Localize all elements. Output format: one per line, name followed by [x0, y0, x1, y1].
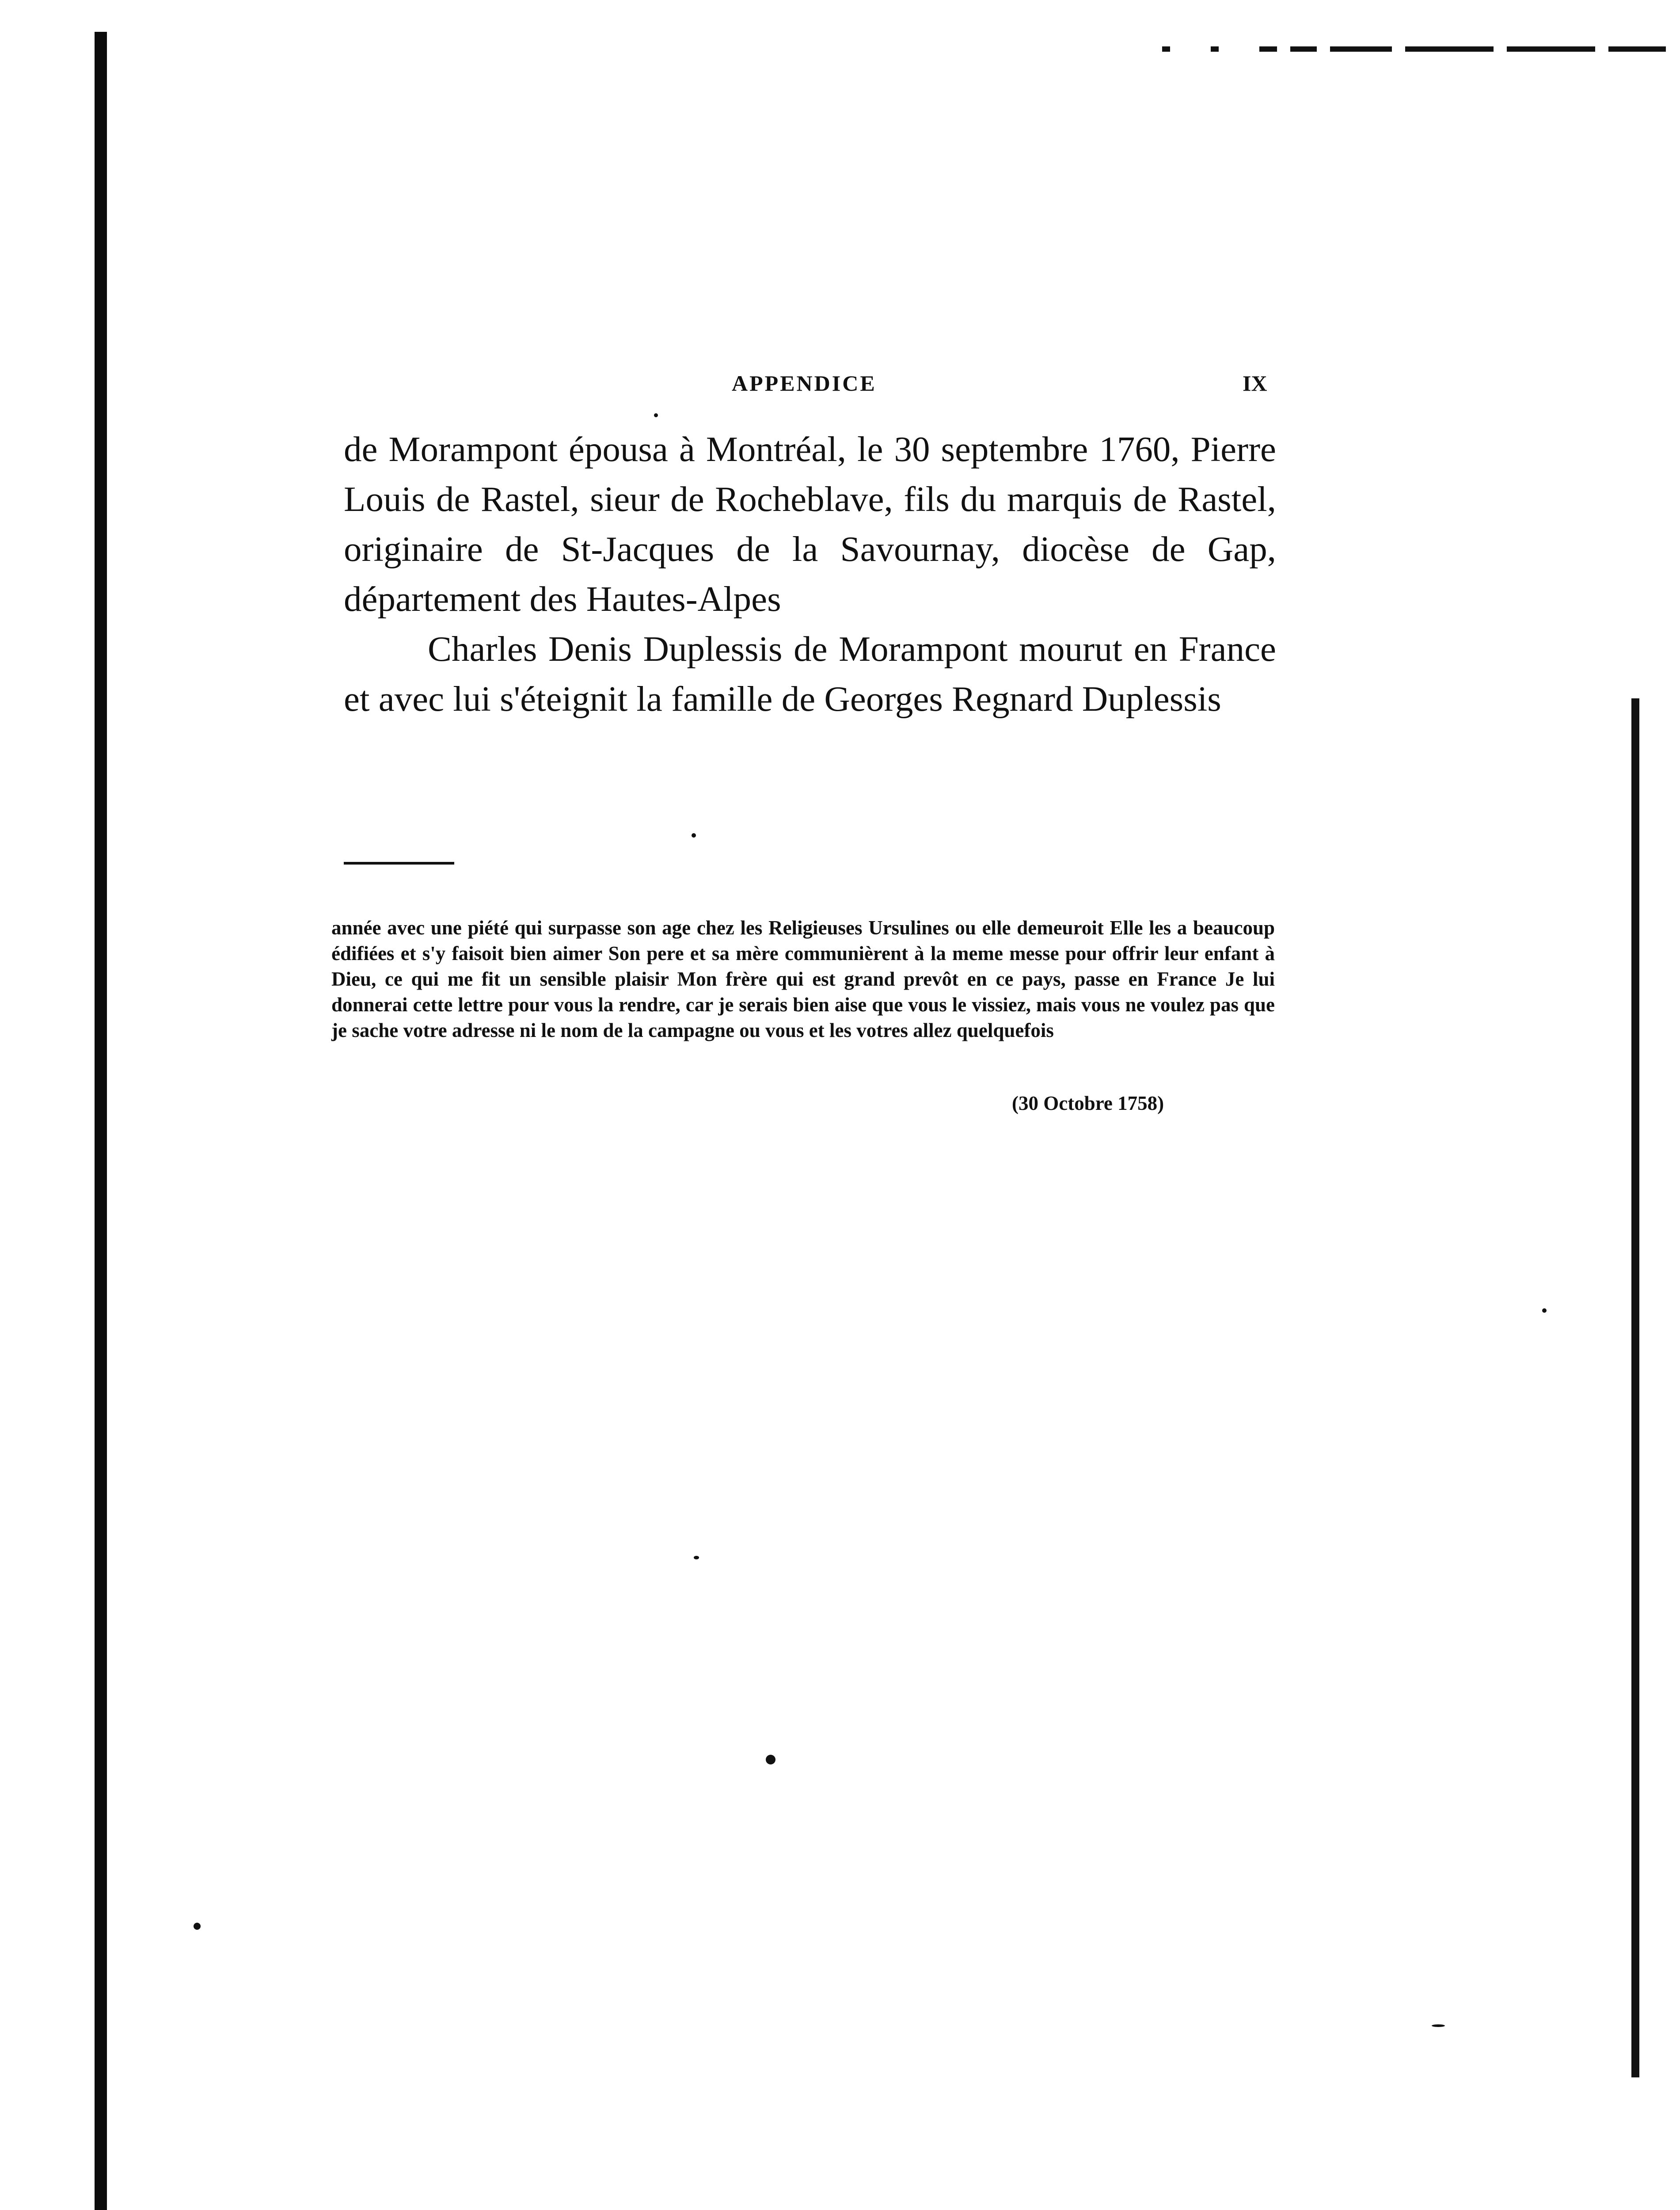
scan-speck: [692, 833, 696, 838]
scan-edge-mark: [1507, 46, 1595, 52]
scan-edge-mark: [1405, 46, 1494, 52]
scan-speck: [766, 1755, 775, 1764]
footnote-separator: [344, 862, 454, 865]
footnote-date: (30 Octobre 1758): [1012, 1092, 1164, 1114]
scan-speck: [1542, 1308, 1547, 1313]
scan-edge-mark: [1211, 46, 1219, 52]
scan-margin-bar-right: [1631, 698, 1639, 2077]
paragraph: Charles Denis Duplessis de Morampont mourut en France et avec lui s'éteignit la famille de Georges Regnard Duplessis: [344, 629, 1276, 719]
scan-speck: [1432, 2024, 1445, 2027]
running-head: [0, 370, 1680, 401]
page-number: IX: [1243, 371, 1267, 396]
scan-speck: [694, 1556, 699, 1559]
scan-edge-mark: [1608, 46, 1666, 52]
scan-edge-mark: [1330, 46, 1392, 52]
body-text: [344, 424, 1276, 724]
scan-edge-mark: [1259, 46, 1277, 52]
scan-edge-mark: [1290, 46, 1317, 52]
paragraph-continued: de Morampont épousa à Montréal, le 30 septembre 1760, Pierre Louis de Rastel, sieur de Rocheblave, fils du marquis de Rastel, originaire de St-Jacques de la Savournay, diocèse de Gap, département des Hautes-Alpes: [344, 429, 1276, 619]
scan-speck: [194, 1923, 201, 1930]
scan-edge-mark: [1162, 46, 1170, 52]
scan-margin-bar-left: [95, 32, 107, 2210]
footnote-text: année avec une piété qui surpasse son age chez les Religieuses Ursulines ou elle demeuroit Elle les a beaucoup édifiées et s'y faisoit bien aimer Son pere et sa mère communièrent à la meme messe pour offrir leur enfant à Dieu, ce qui me fit un sensible plaisir Mon frère qui est grand prevôt en ce pays, passe en France Je lui donnerai cette lettre pour vous la rendre, car je serais bien aise que vous le vissiez, mais vous ne voulez pas que je sache votre adresse ni le nom de la campagne ou vous et les votres allez quelquefois: [331, 917, 1275, 1041]
scan-speck: [654, 413, 658, 417]
running-head-title: APPENDICE: [732, 371, 877, 396]
